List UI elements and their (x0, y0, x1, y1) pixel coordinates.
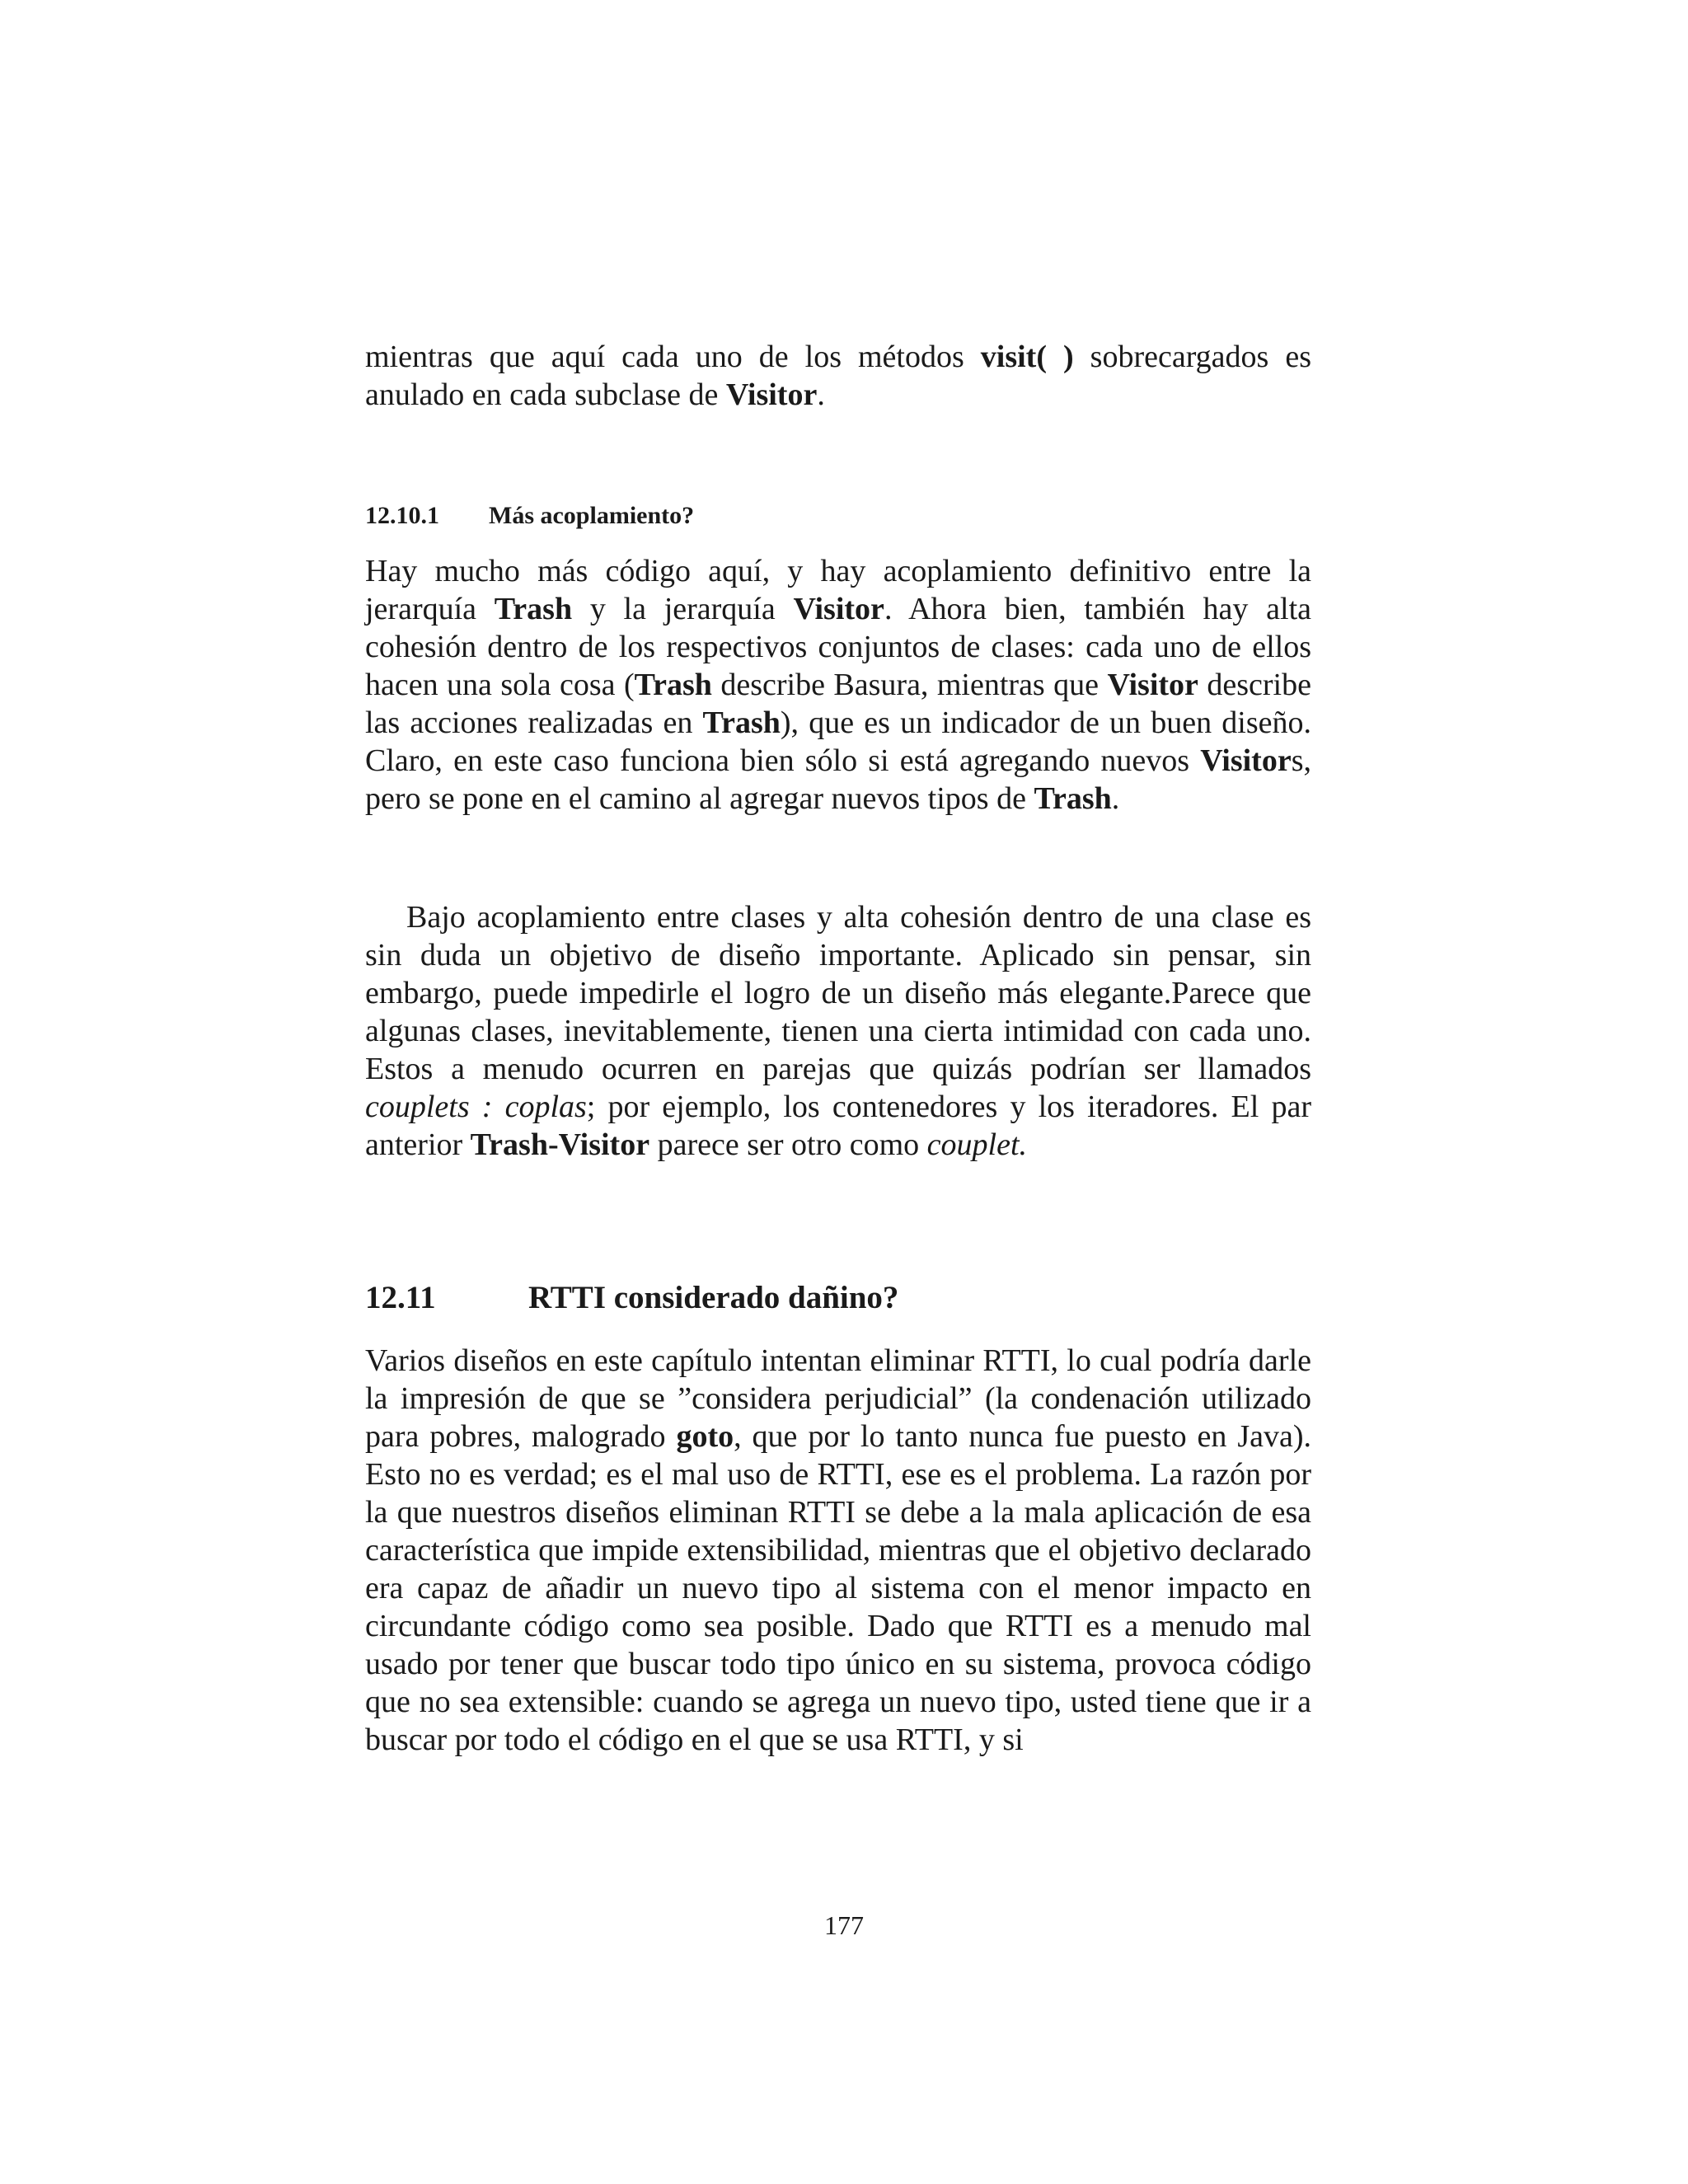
code-visitor: Visitor (725, 377, 818, 412)
code-visitor: Visitor (1107, 668, 1198, 702)
subsection-heading (365, 501, 694, 531)
subsection-title: Más acoplamiento? (489, 502, 695, 529)
text-run: . Ahora bien, también hay alta cohesión dentro de los respectivos conjuntos de clases: cada uno de ellos hacen una sola cosa ( (365, 592, 1311, 702)
code-visitor: Visitor (793, 592, 884, 626)
emphasis-couplet: couplet. (926, 1127, 1028, 1162)
code-goto: goto (676, 1419, 734, 1454)
section-heading (365, 1279, 898, 1317)
intro-text-2: sobrecargados es anulado en cada subclase de (365, 340, 1311, 412)
text-run: Bajo acoplamiento entre clases y alta cohesión dentro de una clase es sin duda un objetivo de diseño importante. Aplicado sin pensar, sin embargo, puede impedirle el logro de un diseño más elegante.Parece que algunas clases, inevitablemente, tienen una cierta intimidad con cada uno. Estos a menudo ocurren en parejas que quizás podrían ser llamados (365, 900, 1311, 1086)
code-trash: Trash (494, 592, 573, 626)
text-run: Hay mucho más código aquí, y hay acoplamiento definitivo entre la jerarquía (365, 554, 1311, 626)
subsection-number: 12.10.1 (365, 502, 439, 529)
text-run: s, pero se pone en el camino al agregar nuevos tipos de (365, 743, 1311, 816)
intro-text-end: . (817, 377, 825, 412)
text-run: . (1111, 781, 1120, 816)
text-run: describe las acciones realizadas en (365, 668, 1311, 740)
text-run: y la jerarquía (572, 592, 794, 626)
code-visit: visit( ) (980, 340, 1074, 374)
text-run: Varios diseños en este capítulo intentan eliminar RTTI, lo cual podría darle la impresión de que se ”considera perjudicial” (la condenación utilizado para pobres, malogrado (365, 1343, 1311, 1454)
section-title: RTTI considerado dañino? (528, 1280, 899, 1315)
subsection-paragraph-1 (365, 552, 1311, 818)
code-trash: Trash (702, 705, 781, 740)
code-visitor: Visitor (1200, 743, 1292, 778)
intro-text: mientras que aquí cada uno de los métodos (365, 340, 981, 374)
text-run: describe Basura, mientras que (711, 668, 1108, 702)
section-number: 12.11 (365, 1280, 436, 1315)
emphasis-couplets: couplets : coplas (365, 1090, 587, 1124)
code-trash: Trash (1034, 781, 1112, 816)
code-trash: Trash (634, 668, 712, 702)
text-run: , que por lo tanto nunca fue puesto en Java). Esto no es verdad; es el mal uso de RTTI, ese es el problema. La razón por la que nuestros diseños eliminan RTTI se debe a la mala aplicación de esa característica que impide extensibilidad, mientras que el objetivo declarado era capaz de añadir un nuevo tipo al sistema con el menor impacto en circundante código como sea posible. Dado que RTTI es a menudo mal usado por tener que buscar todo tipo único en su sistema, provoca código que no sea extensible: cuando se agrega un nuevo tipo, usted tiene que ir a buscar por todo el código en el que se usa RTTI, y si (365, 1419, 1311, 1757)
text-run: parece ser otro como (649, 1127, 927, 1162)
subsection-paragraph-2 (365, 898, 1311, 1164)
code-trash-visitor: Trash-Visitor (470, 1127, 650, 1162)
intro-paragraph (365, 338, 1311, 414)
text-run: ; por ejemplo, los contenedores y los iteradores. El par anterior (365, 1090, 1311, 1162)
section-paragraph-1 (365, 1342, 1311, 1759)
page-number: 177 (824, 1910, 864, 1940)
text-run: ), que es un indicador de un buen diseño. Claro, en este caso funciona bien sólo si está agregando nuevos (365, 705, 1312, 778)
